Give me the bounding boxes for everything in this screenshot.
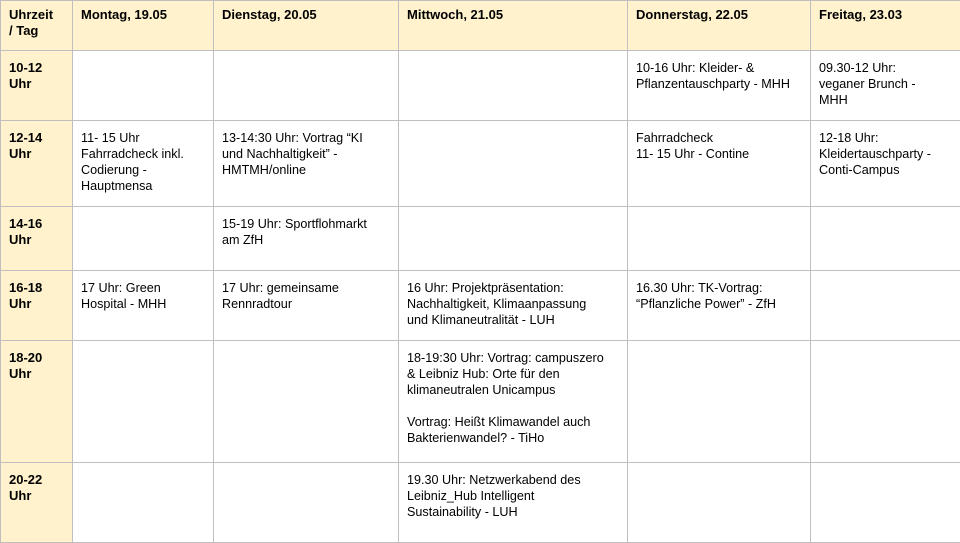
time-slot-row — [1, 341, 960, 463]
event-cell-tuesday — [214, 51, 399, 121]
event-text-line: und Klimaneutralität - LUH — [407, 312, 619, 328]
time-slot-line: 14-16 — [9, 216, 64, 232]
event-text-line: 11- 15 Uhr - Contine — [636, 146, 802, 162]
event-text-line: 19.30 Uhr: Netzwerkabend des — [407, 472, 619, 488]
event-cell-friday — [811, 271, 960, 341]
time-slot-line: 16-18 — [9, 280, 64, 296]
event-text-line: Leibniz_Hub Intelligent — [407, 488, 619, 504]
event-text-line: MHH — [819, 92, 953, 108]
time-slot-line: 18-20 — [9, 350, 64, 366]
event-text-line: Nachhaltigkeit, Klimaanpassung — [407, 296, 619, 312]
event-text-line: 12-18 Uhr: — [819, 130, 953, 146]
event-text-line: Vortrag: Heißt Klimawandel auch — [407, 414, 619, 430]
event-text-line: 10-16 Uhr: Kleider- & — [636, 60, 802, 76]
event-cell-thursday — [628, 341, 811, 463]
event-cell-wednesday — [399, 51, 628, 121]
event-cell-thursday — [628, 463, 811, 543]
event-text-line: am ZfH — [222, 232, 390, 248]
event-text-line: 09.30-12 Uhr: — [819, 60, 953, 76]
time-slot-row — [1, 51, 960, 121]
event-text-line: 18-19:30 Uhr: Vortrag: campuszero — [407, 350, 619, 366]
event-cell-tuesday — [214, 271, 399, 341]
event-text-line: 17 Uhr: Green — [81, 280, 205, 296]
event-text-line: Conti-Campus — [819, 162, 953, 178]
event-cell-friday — [811, 121, 960, 207]
event-text-line: 15-19 Uhr: Sportflohmarkt — [222, 216, 390, 232]
header-row — [1, 1, 960, 51]
event-text-line: Pflanzentauschparty - MHH — [636, 76, 802, 92]
time-slot-line: Uhr — [9, 76, 64, 92]
event-cell-monday — [73, 271, 214, 341]
time-slot-line: 12-14 — [9, 130, 64, 146]
day-header-thursday: Donnerstag, 22.05 — [628, 1, 811, 51]
event-text-line: 13-14:30 Uhr: Vortrag “KI — [222, 130, 390, 146]
event-text-line: 16.30 Uhr: TK-Vortrag: — [636, 280, 802, 296]
event-text-line: Hauptmensa — [81, 178, 205, 194]
corner-line: Uhrzeit — [9, 7, 64, 23]
event-text-line: HMTMH/online — [222, 162, 390, 178]
event-cell-wednesday — [399, 121, 628, 207]
time-slot-label — [1, 463, 73, 543]
time-slot-line: Uhr — [9, 232, 64, 248]
event-text-line: Hospital - MHH — [81, 296, 205, 312]
event-text-line: 16 Uhr: Projektpräsentation: — [407, 280, 619, 296]
event-cell-tuesday — [214, 463, 399, 543]
event-text-line: Codierung - — [81, 162, 205, 178]
event-cell-thursday — [628, 51, 811, 121]
event-text-line: Kleidertauschparty - — [819, 146, 953, 162]
time-slot-line: Uhr — [9, 296, 64, 312]
event-text-line: klimaneutralen Unicampus — [407, 382, 619, 398]
event-text-line: 17 Uhr: gemeinsame — [222, 280, 390, 296]
time-slot-line: Uhr — [9, 146, 64, 162]
corner-line: / Tag — [9, 23, 64, 39]
event-cell-wednesday — [399, 207, 628, 271]
event-text-line: Fahrradcheck — [636, 130, 802, 146]
event-cell-wednesday — [399, 271, 628, 341]
time-slot-line: 20-22 — [9, 472, 64, 488]
event-cell-thursday — [628, 207, 811, 271]
event-cell-monday — [73, 341, 214, 463]
corner-header — [1, 1, 73, 51]
event-cell-tuesday — [214, 121, 399, 207]
time-slot-line: Uhr — [9, 366, 64, 382]
event-text-line: Bakterienwandel? - TiHo — [407, 430, 619, 446]
event-cell-monday — [73, 207, 214, 271]
day-header-tuesday: Dienstag, 20.05 — [214, 1, 399, 51]
time-slot-row — [1, 463, 960, 543]
time-slot-row — [1, 207, 960, 271]
event-cell-wednesday — [399, 463, 628, 543]
time-slot-line: 10-12 — [9, 60, 64, 76]
time-slot-label — [1, 121, 73, 207]
event-cell-friday — [811, 463, 960, 543]
event-text-line: und Nachhaltigkeit” - — [222, 146, 390, 162]
time-slot-row — [1, 271, 960, 341]
event-cell-tuesday — [214, 341, 399, 463]
event-text-line: Rennradtour — [222, 296, 390, 312]
time-slot-label — [1, 271, 73, 341]
event-cell-thursday — [628, 121, 811, 207]
day-header-friday: Freitag, 23.03 — [811, 1, 960, 51]
event-text-line: & Leibniz Hub: Orte für den — [407, 366, 619, 382]
event-cell-monday — [73, 463, 214, 543]
day-header-wednesday: Mittwoch, 21.05 — [399, 1, 628, 51]
event-cell-thursday — [628, 271, 811, 341]
time-slot-line: Uhr — [9, 488, 64, 504]
event-cell-friday — [811, 207, 960, 271]
event-cell-monday — [73, 51, 214, 121]
event-cell-friday — [811, 341, 960, 463]
time-slot-label — [1, 51, 73, 121]
time-slot-label — [1, 207, 73, 271]
event-text-line: “Pflanzliche Power” - ZfH — [636, 296, 802, 312]
event-text-line: 11- 15 Uhr — [81, 130, 205, 146]
event-text-line: Fahrradcheck inkl. — [81, 146, 205, 162]
line-gap — [407, 398, 619, 414]
time-slot-label — [1, 341, 73, 463]
time-slot-row — [1, 121, 960, 207]
event-cell-monday — [73, 121, 214, 207]
event-text-line: veganer Brunch - — [819, 76, 953, 92]
event-cell-tuesday — [214, 207, 399, 271]
day-header-monday: Montag, 19.05 — [73, 1, 214, 51]
event-cell-wednesday — [399, 341, 628, 463]
event-text-line: Sustainability - LUH — [407, 504, 619, 520]
schedule-body — [1, 51, 960, 543]
event-cell-friday — [811, 51, 960, 121]
